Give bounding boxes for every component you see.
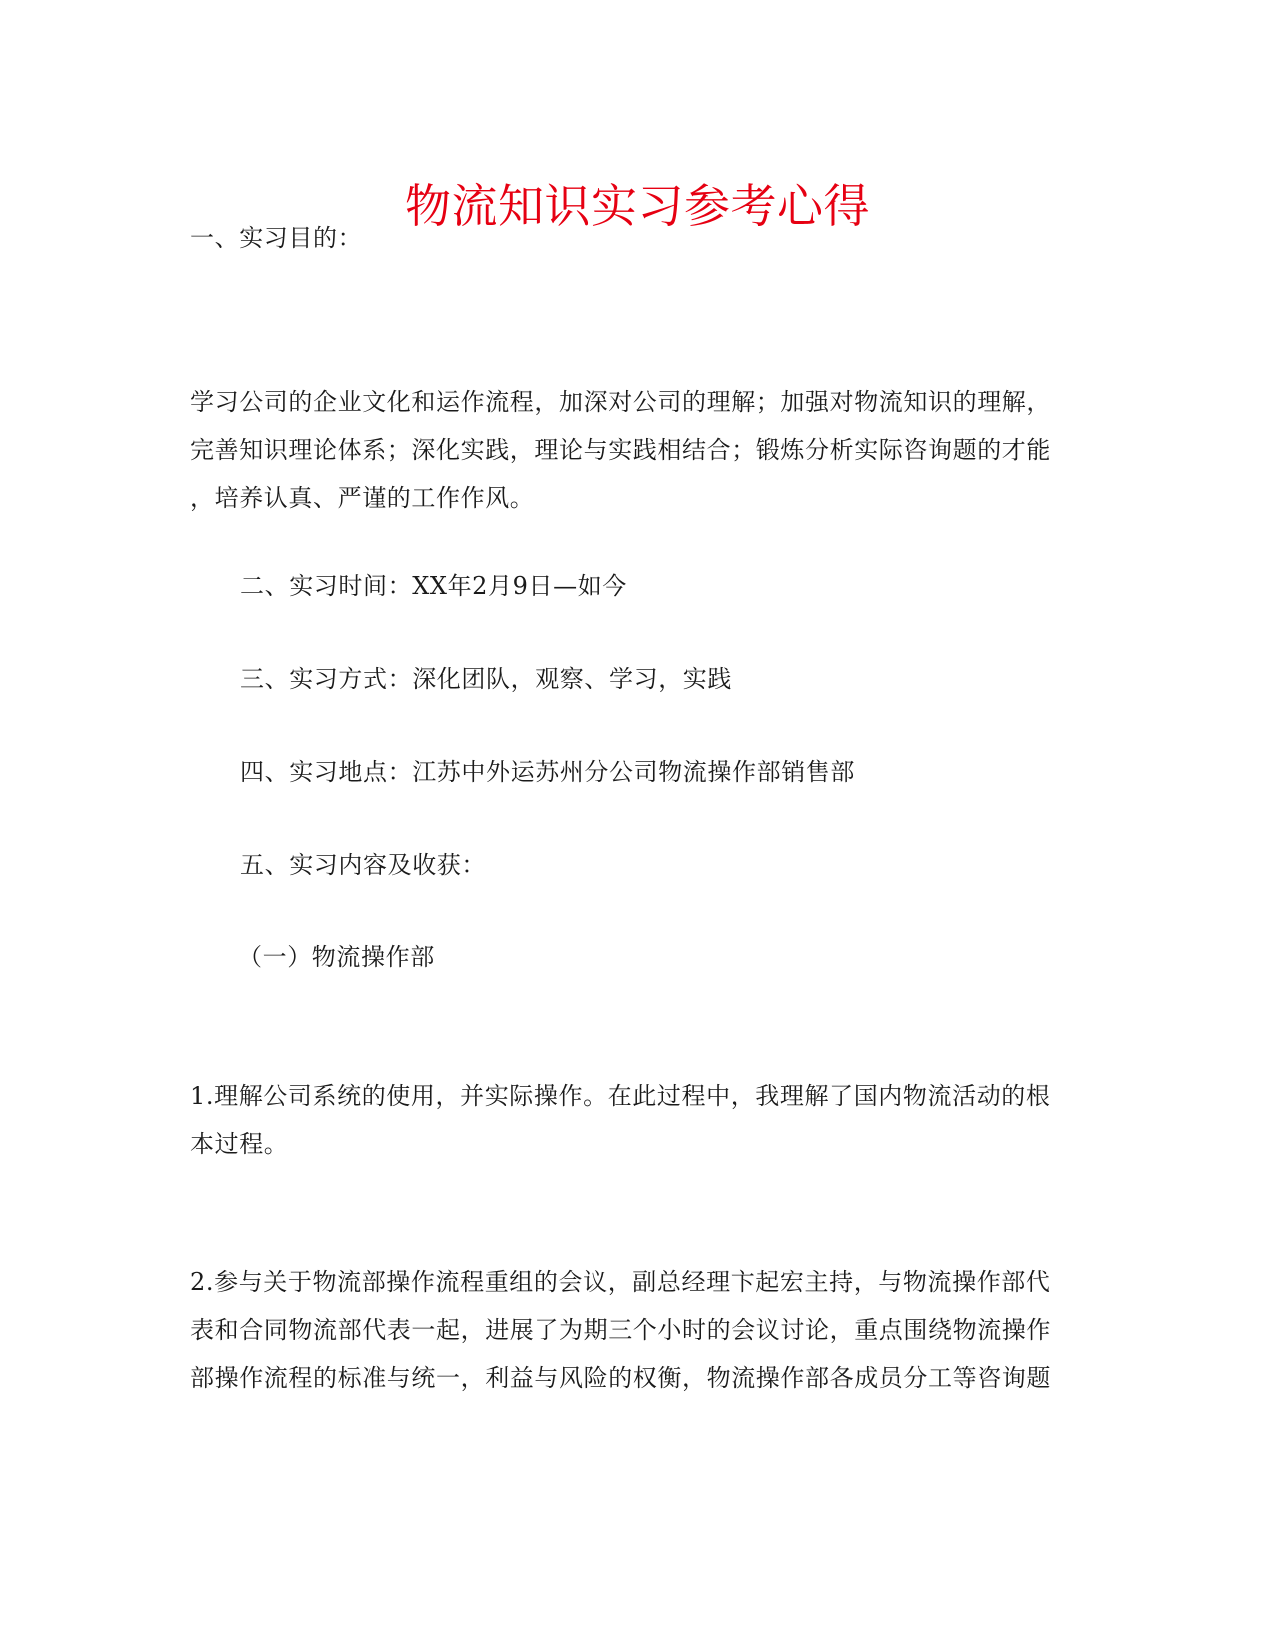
paragraph-line: ，培养认真、严谨的工作作风。 <box>190 484 535 512</box>
paragraph-line: 表和合同物流部代表一起，进展了为期三个小时的会议讨论，重点围绕物流操作 <box>190 1316 1051 1344</box>
section-method: 三、实习方式：深化团队，观察、学习，实践 <box>240 665 732 693</box>
paragraph-line: 学习公司的企业文化和运作流程，加深对公司的理解；加强对物流知识的理解， <box>190 388 1051 416</box>
item-1-paragraph <box>190 1072 1070 1168</box>
paragraph-line: 完善知识理论体系；深化实践，理论与实践相结合；锻炼分析实际咨询题的才能 <box>190 436 1051 464</box>
purpose-paragraph <box>190 378 1070 522</box>
paragraph-line: 2.参与关于物流部操作流程重组的会议，副总经理卞起宏主持，与物流操作部代 <box>190 1268 1051 1296</box>
item-2-paragraph <box>190 1258 1070 1402</box>
paragraph-line: 1.理解公司系统的使用，并实际操作。在此过程中，我理解了国内物流活动的根 <box>190 1082 1051 1110</box>
document-title: 物流知识实习参考心得 <box>405 179 870 233</box>
paragraph-line: 部操作流程的标准与统一，利益与风险的权衡，物流操作部各成员分工等咨询题 <box>190 1364 1051 1392</box>
paragraph-line: 本过程。 <box>190 1130 289 1158</box>
subsection-heading-logistics-ops: （一）物流操作部 <box>238 943 435 971</box>
section-heading-content: 五、实习内容及收获： <box>240 851 486 879</box>
section-heading-purpose: 一、实习目的： <box>190 224 363 252</box>
section-time: 二、实习时间：XX年2月9日—如今 <box>240 572 627 600</box>
section-location: 四、实习地点：江苏中外运苏州分公司物流操作部销售部 <box>240 758 855 786</box>
